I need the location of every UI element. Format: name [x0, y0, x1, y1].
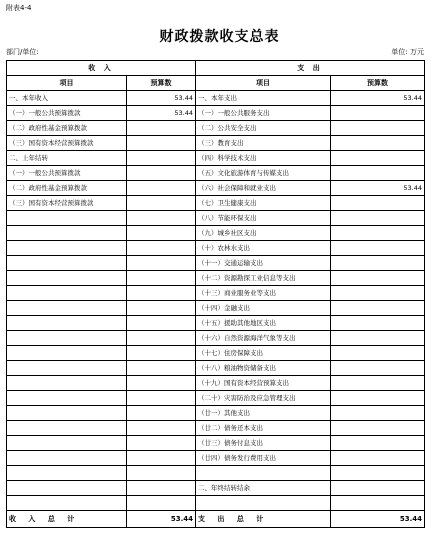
income-item-cell: （三）国有资本经营预算拨款: [7, 196, 127, 211]
table-row: [7, 271, 425, 286]
income-value-cell: [127, 241, 196, 256]
expense-value-cell: [331, 391, 425, 406]
expense-value-cell: [331, 496, 425, 511]
expense-value-cell: [331, 256, 425, 271]
income-value-cell: 53.44: [127, 106, 196, 121]
income-item-cell: [7, 286, 127, 301]
expense-value-cell: [331, 211, 425, 226]
section-header-row: [7, 61, 425, 76]
income-value-cell: [127, 436, 196, 451]
income-value-cell: [127, 271, 196, 286]
expense-item-cell: （七）卫生健康支出: [196, 196, 331, 211]
income-item-cell: [7, 316, 127, 331]
income-item-cell: [7, 256, 127, 271]
expense-item-cell: （二十）灾害防治及应急管理支出: [196, 391, 331, 406]
expense-value-cell: [331, 196, 425, 211]
income-value-cell: [127, 256, 196, 271]
budget-table: [6, 60, 425, 528]
table-row: [7, 331, 425, 346]
expense-item-cell: （十一）交通运输支出: [196, 256, 331, 271]
income-item-cell: [7, 331, 127, 346]
income-total-value: 53.44: [127, 511, 196, 528]
income-value-cell: [127, 391, 196, 406]
income-item-cell: [7, 466, 127, 481]
expense-value-cell: [331, 316, 425, 331]
income-item-cell: [7, 481, 127, 496]
expense-item-cell: 一、本年支出: [196, 91, 331, 106]
expense-item-cell: （十四）金融支出: [196, 301, 331, 316]
table-row: [7, 181, 425, 196]
expense-item-cell: 二、年终结转结余: [196, 481, 331, 496]
column-header-row: [7, 76, 425, 91]
expense-value-cell: [331, 271, 425, 286]
expense-item-cell: （十二）资源勘探工业信息等支出: [196, 271, 331, 286]
expense-item-cell: （十六）自然资源海洋气象等支出: [196, 331, 331, 346]
income-item-cell: （二）政府性基金预算拨款: [7, 181, 127, 196]
expense-item-cell: （十八）粮油物资储备支出: [196, 361, 331, 376]
table-row: [7, 361, 425, 376]
expense-value-cell: [331, 106, 425, 121]
income-value-cell: [127, 406, 196, 421]
expense-value-cell: [331, 346, 425, 361]
income-item-cell: [7, 421, 127, 436]
income-value-cell: [127, 226, 196, 241]
table-row: [7, 391, 425, 406]
income-item-cell: [7, 436, 127, 451]
expense-item-cell: （十）农林水支出: [196, 241, 331, 256]
expense-item-cell: （二）公共安全支出: [196, 121, 331, 136]
expense-value-cell: [331, 361, 425, 376]
income-item-cell: [7, 391, 127, 406]
income-item-cell: [7, 271, 127, 286]
expense-item-cell: （九）城乡社区支出: [196, 226, 331, 241]
income-value-cell: [127, 121, 196, 136]
income-budget-header: 预算数: [127, 76, 196, 91]
expense-item-cell: [196, 496, 331, 511]
table-row: [7, 406, 425, 421]
income-item-cell: （三）国有资本经营预算拨款: [7, 136, 127, 151]
expense-value-cell: [331, 241, 425, 256]
expense-value-cell: 53.44: [331, 91, 425, 106]
expense-value-cell: [331, 331, 425, 346]
expense-budget-header: 预算数: [331, 76, 425, 91]
expense-value-cell: [331, 436, 425, 451]
income-value-cell: [127, 211, 196, 226]
income-value-cell: [127, 361, 196, 376]
expense-value-cell: 53.44: [331, 181, 425, 196]
income-value-cell: [127, 286, 196, 301]
expense-item-cell: （五）文化旅游体育与传媒支出: [196, 166, 331, 181]
table-row: [7, 211, 425, 226]
total-row: [7, 511, 425, 528]
income-item-header: 项目: [7, 76, 127, 91]
expense-item-cell: （十七）住房保障支出: [196, 346, 331, 361]
table-row: [7, 151, 425, 166]
expense-value-cell: [331, 421, 425, 436]
income-item-cell: （二）政府性基金预算拨款: [7, 121, 127, 136]
income-item-cell: [7, 496, 127, 511]
table-row: [7, 286, 425, 301]
income-item-cell: [7, 226, 127, 241]
expense-value-cell: [331, 301, 425, 316]
table-row: [7, 451, 425, 466]
expense-item-cell: （三）教育支出: [196, 136, 331, 151]
expense-total-value: 53.44: [331, 511, 425, 528]
expense-value-cell: [331, 376, 425, 391]
table-row: [7, 241, 425, 256]
expense-item-cell: （廿一）其他支出: [196, 406, 331, 421]
expense-item-cell: （十三）商业服务业等支出: [196, 286, 331, 301]
expense-value-cell: [331, 451, 425, 466]
income-value-cell: [127, 136, 196, 151]
expense-item-cell: （四）科学技术支出: [196, 151, 331, 166]
income-total-label: 收 入 总 计: [7, 511, 127, 528]
unit-label: 单位: 万元: [391, 48, 424, 56]
income-item-cell: 二、上年结转: [7, 151, 127, 166]
table-row: [7, 91, 425, 106]
table-row: [7, 376, 425, 391]
table-row: [7, 136, 425, 151]
table-row: [7, 301, 425, 316]
income-value-cell: [127, 376, 196, 391]
income-item-cell: [7, 211, 127, 226]
table-row: [7, 106, 425, 121]
income-value-cell: [127, 331, 196, 346]
income-item-cell: （一）一般公共预算拨款: [7, 106, 127, 121]
income-item-cell: （一）一般公共预算拨款: [7, 166, 127, 181]
table-row: [7, 121, 425, 136]
table-row: [7, 166, 425, 181]
income-item-cell: [7, 241, 127, 256]
expense-section-header: 支 出: [196, 61, 425, 76]
income-value-cell: [127, 151, 196, 166]
income-value-cell: [127, 196, 196, 211]
table-row: [7, 226, 425, 241]
table-row: [7, 436, 425, 451]
income-value-cell: [127, 496, 196, 511]
income-item-cell: 一、本年收入: [7, 91, 127, 106]
expense-item-cell: [196, 466, 331, 481]
expense-item-cell: （廿四）债务发行费用支出: [196, 451, 331, 466]
expense-value-cell: [331, 466, 425, 481]
expense-item-cell: （一）一般公共服务支出: [196, 106, 331, 121]
table-row: [7, 466, 425, 481]
table-row: [7, 256, 425, 271]
expense-item-cell: （六）社会保障和就业支出: [196, 181, 331, 196]
income-value-cell: 53.44: [127, 91, 196, 106]
table-row: [7, 196, 425, 211]
income-item-cell: [7, 451, 127, 466]
income-item-cell: [7, 361, 127, 376]
expense-item-cell: （十五）援助其他地区支出: [196, 316, 331, 331]
table-row: [7, 481, 425, 496]
expense-value-cell: [331, 481, 425, 496]
expense-total-label: 支 出 总 计: [196, 511, 331, 528]
expense-value-cell: [331, 151, 425, 166]
income-value-cell: [127, 166, 196, 181]
income-item-cell: [7, 301, 127, 316]
expense-item-cell: （八）节能环保支出: [196, 211, 331, 226]
table-row: [7, 496, 425, 511]
expense-item-header: 项目: [196, 76, 331, 91]
income-value-cell: [127, 181, 196, 196]
income-item-cell: [7, 376, 127, 391]
table-row: [7, 346, 425, 361]
income-value-cell: [127, 346, 196, 361]
income-value-cell: [127, 481, 196, 496]
department-label: 部门/单位:: [6, 48, 39, 56]
expense-value-cell: [331, 166, 425, 181]
expense-item-cell: （廿二）债务还本支出: [196, 421, 331, 436]
table-row: [7, 316, 425, 331]
income-value-cell: [127, 421, 196, 436]
expense-value-cell: [331, 286, 425, 301]
expense-value-cell: [331, 136, 425, 151]
income-value-cell: [127, 301, 196, 316]
expense-value-cell: [331, 406, 425, 421]
income-value-cell: [127, 466, 196, 481]
expense-value-cell: [331, 121, 425, 136]
income-value-cell: [127, 316, 196, 331]
expense-item-cell: （十九）国有资本经营预算支出: [196, 376, 331, 391]
table-row: [7, 421, 425, 436]
income-section-header: 收 入: [7, 61, 196, 76]
income-item-cell: [7, 406, 127, 421]
expense-item-cell: （廿三）债务付息支出: [196, 436, 331, 451]
attachment-label: 附表4-4: [6, 4, 32, 12]
income-item-cell: [7, 346, 127, 361]
expense-value-cell: [331, 226, 425, 241]
income-value-cell: [127, 451, 196, 466]
page-title: 财政拨款收支总表: [159, 29, 280, 45]
